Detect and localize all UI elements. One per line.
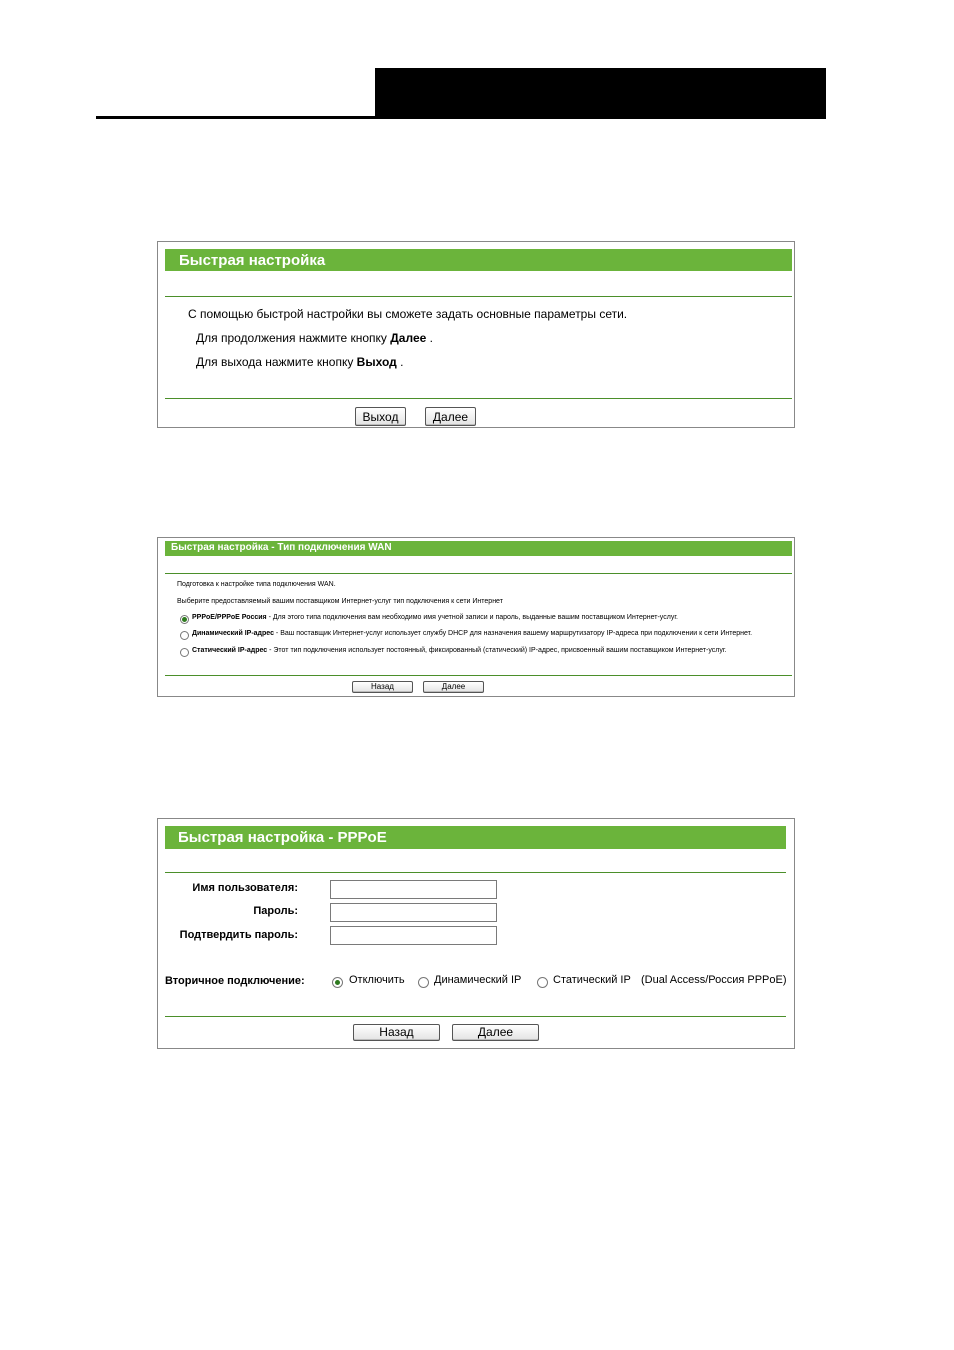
pppoe-panel — [157, 818, 795, 1049]
intro-text: С помощью быстрой настройки вы сможете задать основные параметры сети. — [188, 307, 628, 321]
wan-type-panel — [157, 537, 795, 697]
title-divider — [165, 296, 792, 297]
quick-setup-start-panel — [157, 241, 795, 428]
wan-dynamic-radio[interactable] — [180, 631, 189, 640]
password-input[interactable] — [330, 903, 497, 922]
secondary-disable-label[interactable]: Отключить — [349, 974, 405, 986]
panel-title: Быстрая настройка - PPPoE — [165, 826, 786, 849]
header-rule-tick — [824, 68, 826, 119]
footer-divider — [165, 398, 792, 399]
choose-text: Выберите предоставляемый вашим поставщиком Интернет-услуг тип подключения к сети Интернет — [177, 598, 503, 605]
header-black-bar — [375, 68, 824, 118]
wan-static-option[interactable]: Статический IP-адрес - Этот тип подключения использует постоянный, фиксированный (статический) IP-адрес, присвоенный вашим поставщиком Интернет-услуг. — [192, 647, 727, 654]
header-rule — [96, 116, 825, 119]
confirm-password-label: Подтвердить пароль: — [179, 929, 298, 941]
username-input[interactable] — [330, 880, 497, 899]
wan-pppoe-option[interactable]: PPPoE/PPPoE Россия - Для этого типа подключения вам необходимо имя учетной записи и пароль, выданные вашим поставщиком Интернет-услуг. — [192, 614, 678, 621]
confirm-password-input[interactable] — [330, 926, 497, 945]
panel-title: Быстрая настройка — [165, 249, 792, 271]
secondary-note: (Dual Access/Россия PPPoE) — [641, 974, 787, 986]
secondary-static-label[interactable]: Статический IP — [553, 974, 631, 986]
secondary-dynamic-label[interactable]: Динамический IP — [434, 974, 522, 986]
title-divider — [165, 573, 792, 574]
back-button[interactable]: Назад — [352, 681, 413, 693]
next-button[interactable]: Далее — [425, 407, 476, 426]
secondary-dynamic-radio[interactable] — [418, 977, 429, 988]
secondary-connection-label: Вторичное подключение: — [165, 975, 305, 987]
footer-divider — [165, 675, 792, 676]
secondary-disable-radio[interactable] — [332, 977, 343, 988]
username-label: Имя пользователя: — [192, 882, 298, 894]
continue-instruction: Для продолжения нажмите кнопку Далее . — [196, 331, 433, 345]
exit-instruction: Для выхода нажмите кнопку Выход . — [196, 355, 404, 369]
next-button[interactable]: Далее — [452, 1024, 539, 1041]
prep-text: Подготовка к настройке типа подключения WAN. — [177, 581, 336, 588]
panel-title: Быстрая настройка - Тип подключения WAN — [165, 541, 792, 556]
back-button[interactable]: Назад — [353, 1024, 440, 1041]
wan-pppoe-radio[interactable] — [180, 615, 189, 624]
secondary-static-radio[interactable] — [537, 977, 548, 988]
footer-divider — [165, 1016, 786, 1017]
next-button[interactable]: Далее — [423, 681, 484, 693]
exit-button[interactable]: Выход — [355, 407, 406, 426]
title-divider — [165, 872, 786, 873]
password-label: Пароль: — [253, 905, 298, 917]
wan-dynamic-option[interactable]: Динамический IP-адрес - Ваш поставщик Интернет-услуг использует службу DHCP для назначения вашему маршрутизатору IP-адреса при подключении к сети Интернет. — [192, 630, 753, 637]
wan-static-radio[interactable] — [180, 648, 189, 657]
